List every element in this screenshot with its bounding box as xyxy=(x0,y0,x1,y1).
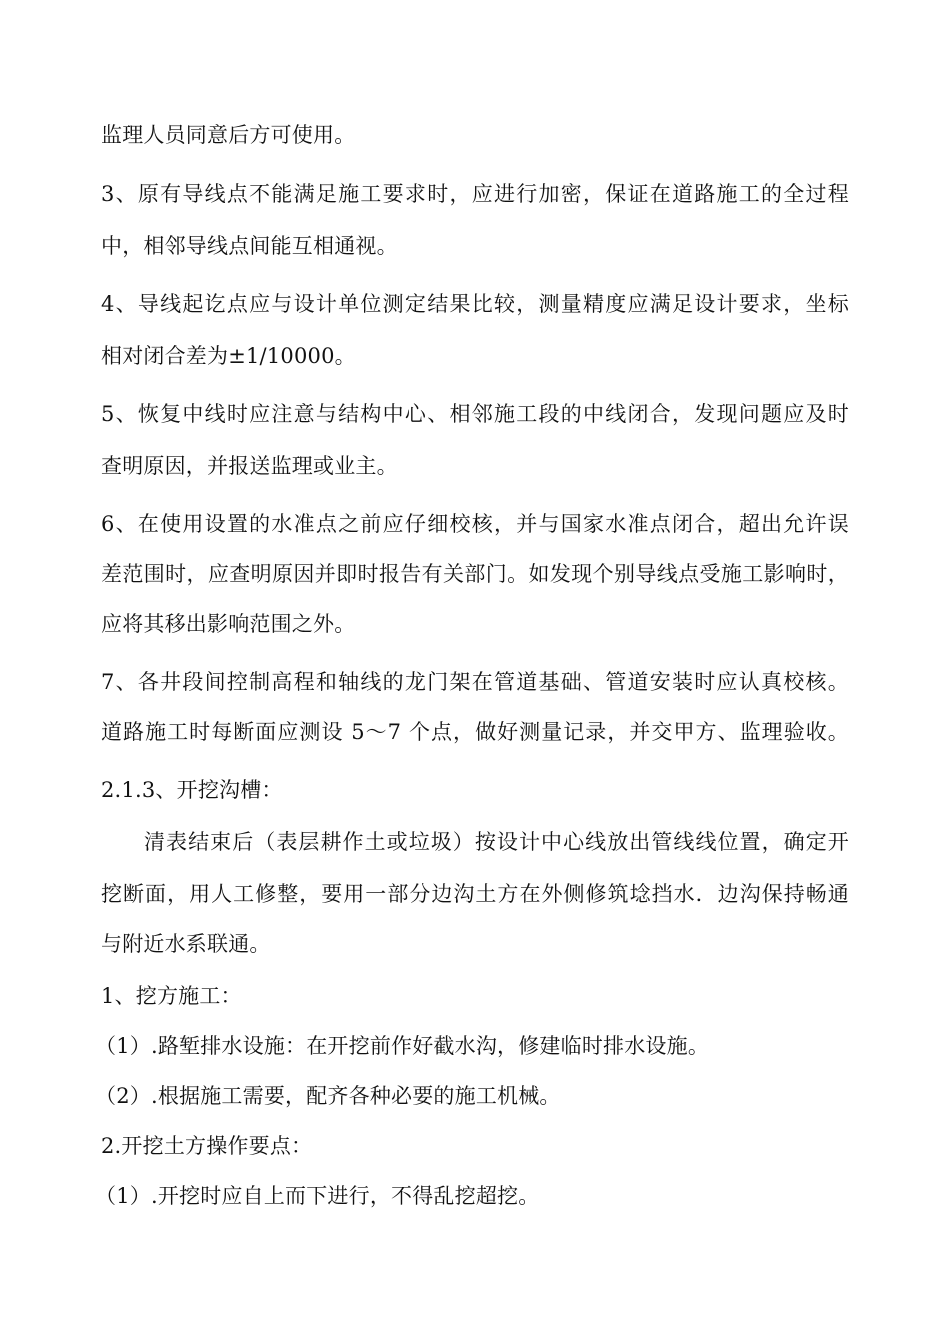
paragraph-line: 差范围时，应查明原因并即时报告有关部门。如发现个别导线点受施工影响时， xyxy=(101,562,849,586)
list-item: （1）.路堑排水设施：在开挖前作好截水沟，修建临时排水设施。 xyxy=(95,1034,710,1058)
paragraph-line: 4、导线起讫点应与设计单位测定结果比较，测量精度应满足设计要求，坐标 xyxy=(101,292,849,316)
paragraph-line: 清表结束后（表层耕作土或垃圾）按设计中心线放出管线线位置，确定开 xyxy=(144,830,849,854)
paragraph-line: 道路施工时每断面应测设 5～7 个点，做好测量记录，并交甲方、监理验收。 xyxy=(101,720,849,744)
list-item: （1）.开挖时应自上而下进行，不得乱挖超挖。 xyxy=(95,1184,540,1208)
paragraph-line: 应将其移出影响范围之外。 xyxy=(101,612,356,636)
subsection-heading: 1、挖方施工： xyxy=(101,984,242,1008)
paragraph-line: 相对闭合差为±1/10000。 xyxy=(101,344,356,368)
paragraph-line: 与附近水系联通。 xyxy=(101,932,271,956)
subsection-heading: 2.开挖土方操作要点： xyxy=(101,1134,313,1158)
list-item: （2）.根据施工需要，配齐各种必要的施工机械。 xyxy=(95,1084,561,1108)
section-heading: 2.1.3、开挖沟槽： xyxy=(101,778,283,802)
paragraph-line: 5、恢复中线时应注意与结构中心、相邻施工段的中线闭合，发现问题应及时 xyxy=(101,402,849,426)
paragraph-line: 6、在使用设置的水准点之前应仔细校核，并与国家水准点闭合，超出允许误 xyxy=(101,512,849,536)
paragraph-line: 监理人员同意后方可使用。 xyxy=(101,123,356,147)
paragraph-line: 查明原因，并报送监理或业主。 xyxy=(101,454,398,478)
paragraph-line: 3、原有导线点不能满足施工要求时，应进行加密，保证在道路施工的全过程 xyxy=(101,182,849,206)
paragraph-line: 挖断面，用人工修整，要用一部分边沟土方在外侧修筑埝挡水．边沟保持畅通 xyxy=(101,882,849,906)
paragraph-line: 7、各井段间控制高程和轴线的龙门架在管道基础、管道安装时应认真校核。 xyxy=(101,670,849,694)
paragraph-line: 中，相邻导线点间能互相通视。 xyxy=(101,234,398,258)
